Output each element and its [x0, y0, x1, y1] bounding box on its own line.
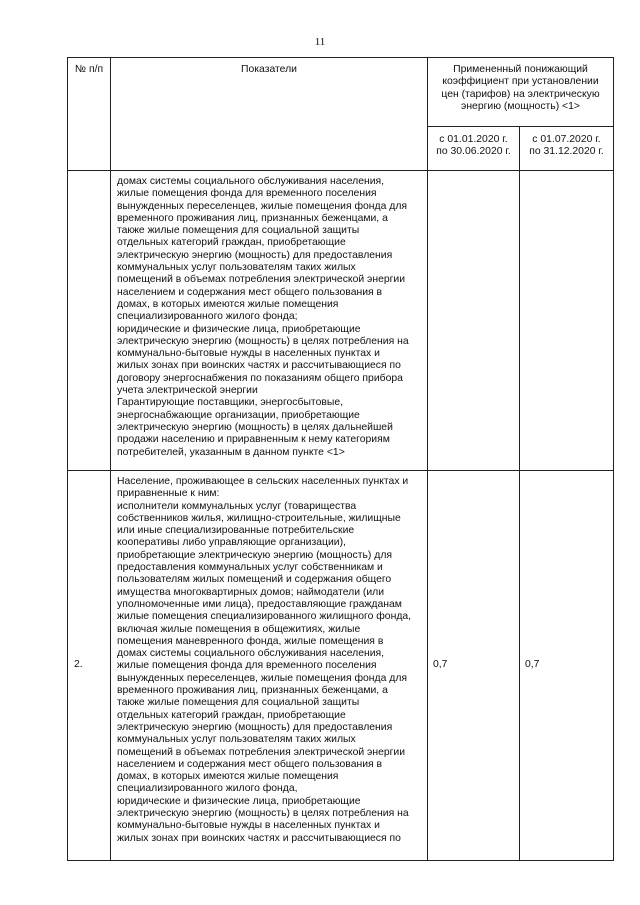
- row-indicator-text: домах системы социального обслуживания населения, жилые помещения фонда для временного поселения вынужденных переселенцев, жилые помещения фонда для временного проживания лиц, признанных беженцами, а также жилые помещения для социальной защиты отдельных категорий граждан, приобретающие электрическую энергию (мощность) для предоставления коммунальных услуг пользователям таких жилых помещений в объемах потребления электрической энергии населением и содержания мест общего пользования в домах, в которых имеются жилые помещения специализированного жилого фонда; юридические и физические лица, приобретающие электрическую энергию (мощность) в целях потребления на коммунально-бытовые нужды в населенных пунктах и жилых зонах при воинских частях и рассчитывающиеся по договору энергоснабжения по показаниям общего прибора учета электрической энергии Гарантирующие поставщики, энергосбытовые, энергоснабжающие организации, приобретающие электрическую энергию (мощность) в целях дальнейшей продажи населению и приравненным к нему категориям потребителей, указанным в данном пункте <1>: [111, 171, 428, 471]
- row-number: 2.: [68, 471, 111, 861]
- table-header-row: [68, 58, 614, 127]
- page-number: 11: [314, 36, 326, 48]
- table-row: [68, 171, 614, 471]
- row-value-period-2: 0,7: [520, 471, 614, 861]
- tariff-coefficients-table: [67, 57, 614, 861]
- row-value-period-1: [428, 171, 520, 471]
- row-value-period-2: [520, 171, 614, 471]
- header-period-1: с 01.01.2020 г. по 30.06.2020 г.: [428, 127, 520, 171]
- row-number: [68, 171, 111, 471]
- header-coefficient: Примененный понижающий коэффициент при установлении цен (тарифов) на электрическую энергию (мощность) <1>: [428, 58, 614, 127]
- header-period-2: с 01.07.2020 г. по 31.12.2020 г.: [520, 127, 614, 171]
- table-row: [68, 471, 614, 861]
- header-num: № п/п: [68, 58, 111, 171]
- row-indicator-text: Население, проживающее в сельских населенных пунктах и приравненные к ним: исполнители коммунальных услуг (товарищества собственников жилья, жилищно-строительные, жилищные или иные специализированные потребительские кооперативы либо управляющие организации), приобретающие электрическую энергию (мощность) для предоставления коммунальных услуг собственникам и пользователям жилых помещений и содержания общего имущества многоквартирных домов; наймодатели (или уполномоченные ими лица), предоставляющие гражданам жилые помещения специализированного жилищного фонда, включая жилые помещения в общежитиях, жилые помещения маневренного фонда, жилые помещения в домах системы социального обслуживания населения, жилые помещения фонда для временного поселения вынужденных переселенцев, жилые помещения фонда для временного проживания лиц, признанных беженцами, а также жилые помещения для социальной защиты отдельных категорий граждан, приобретающие электрическую энергию (мощность) для предоставления коммунальных услуг пользователям таких жилых помещений в объемах потребления электрической энергии населением и содержания мест общего пользования в домах, в которых имеются жилые помещения специализированного жилого фонда, юридические и физические лица, приобретающие электрическую энергию (мощность) в целях потребления на коммунально-бытовые нужды в населенных пунктах и жилых зонах при воинских частях и рассчитывающиеся по: [111, 471, 428, 861]
- header-indicators: Показатели: [111, 58, 428, 171]
- row-value-period-1: 0,7: [428, 471, 520, 861]
